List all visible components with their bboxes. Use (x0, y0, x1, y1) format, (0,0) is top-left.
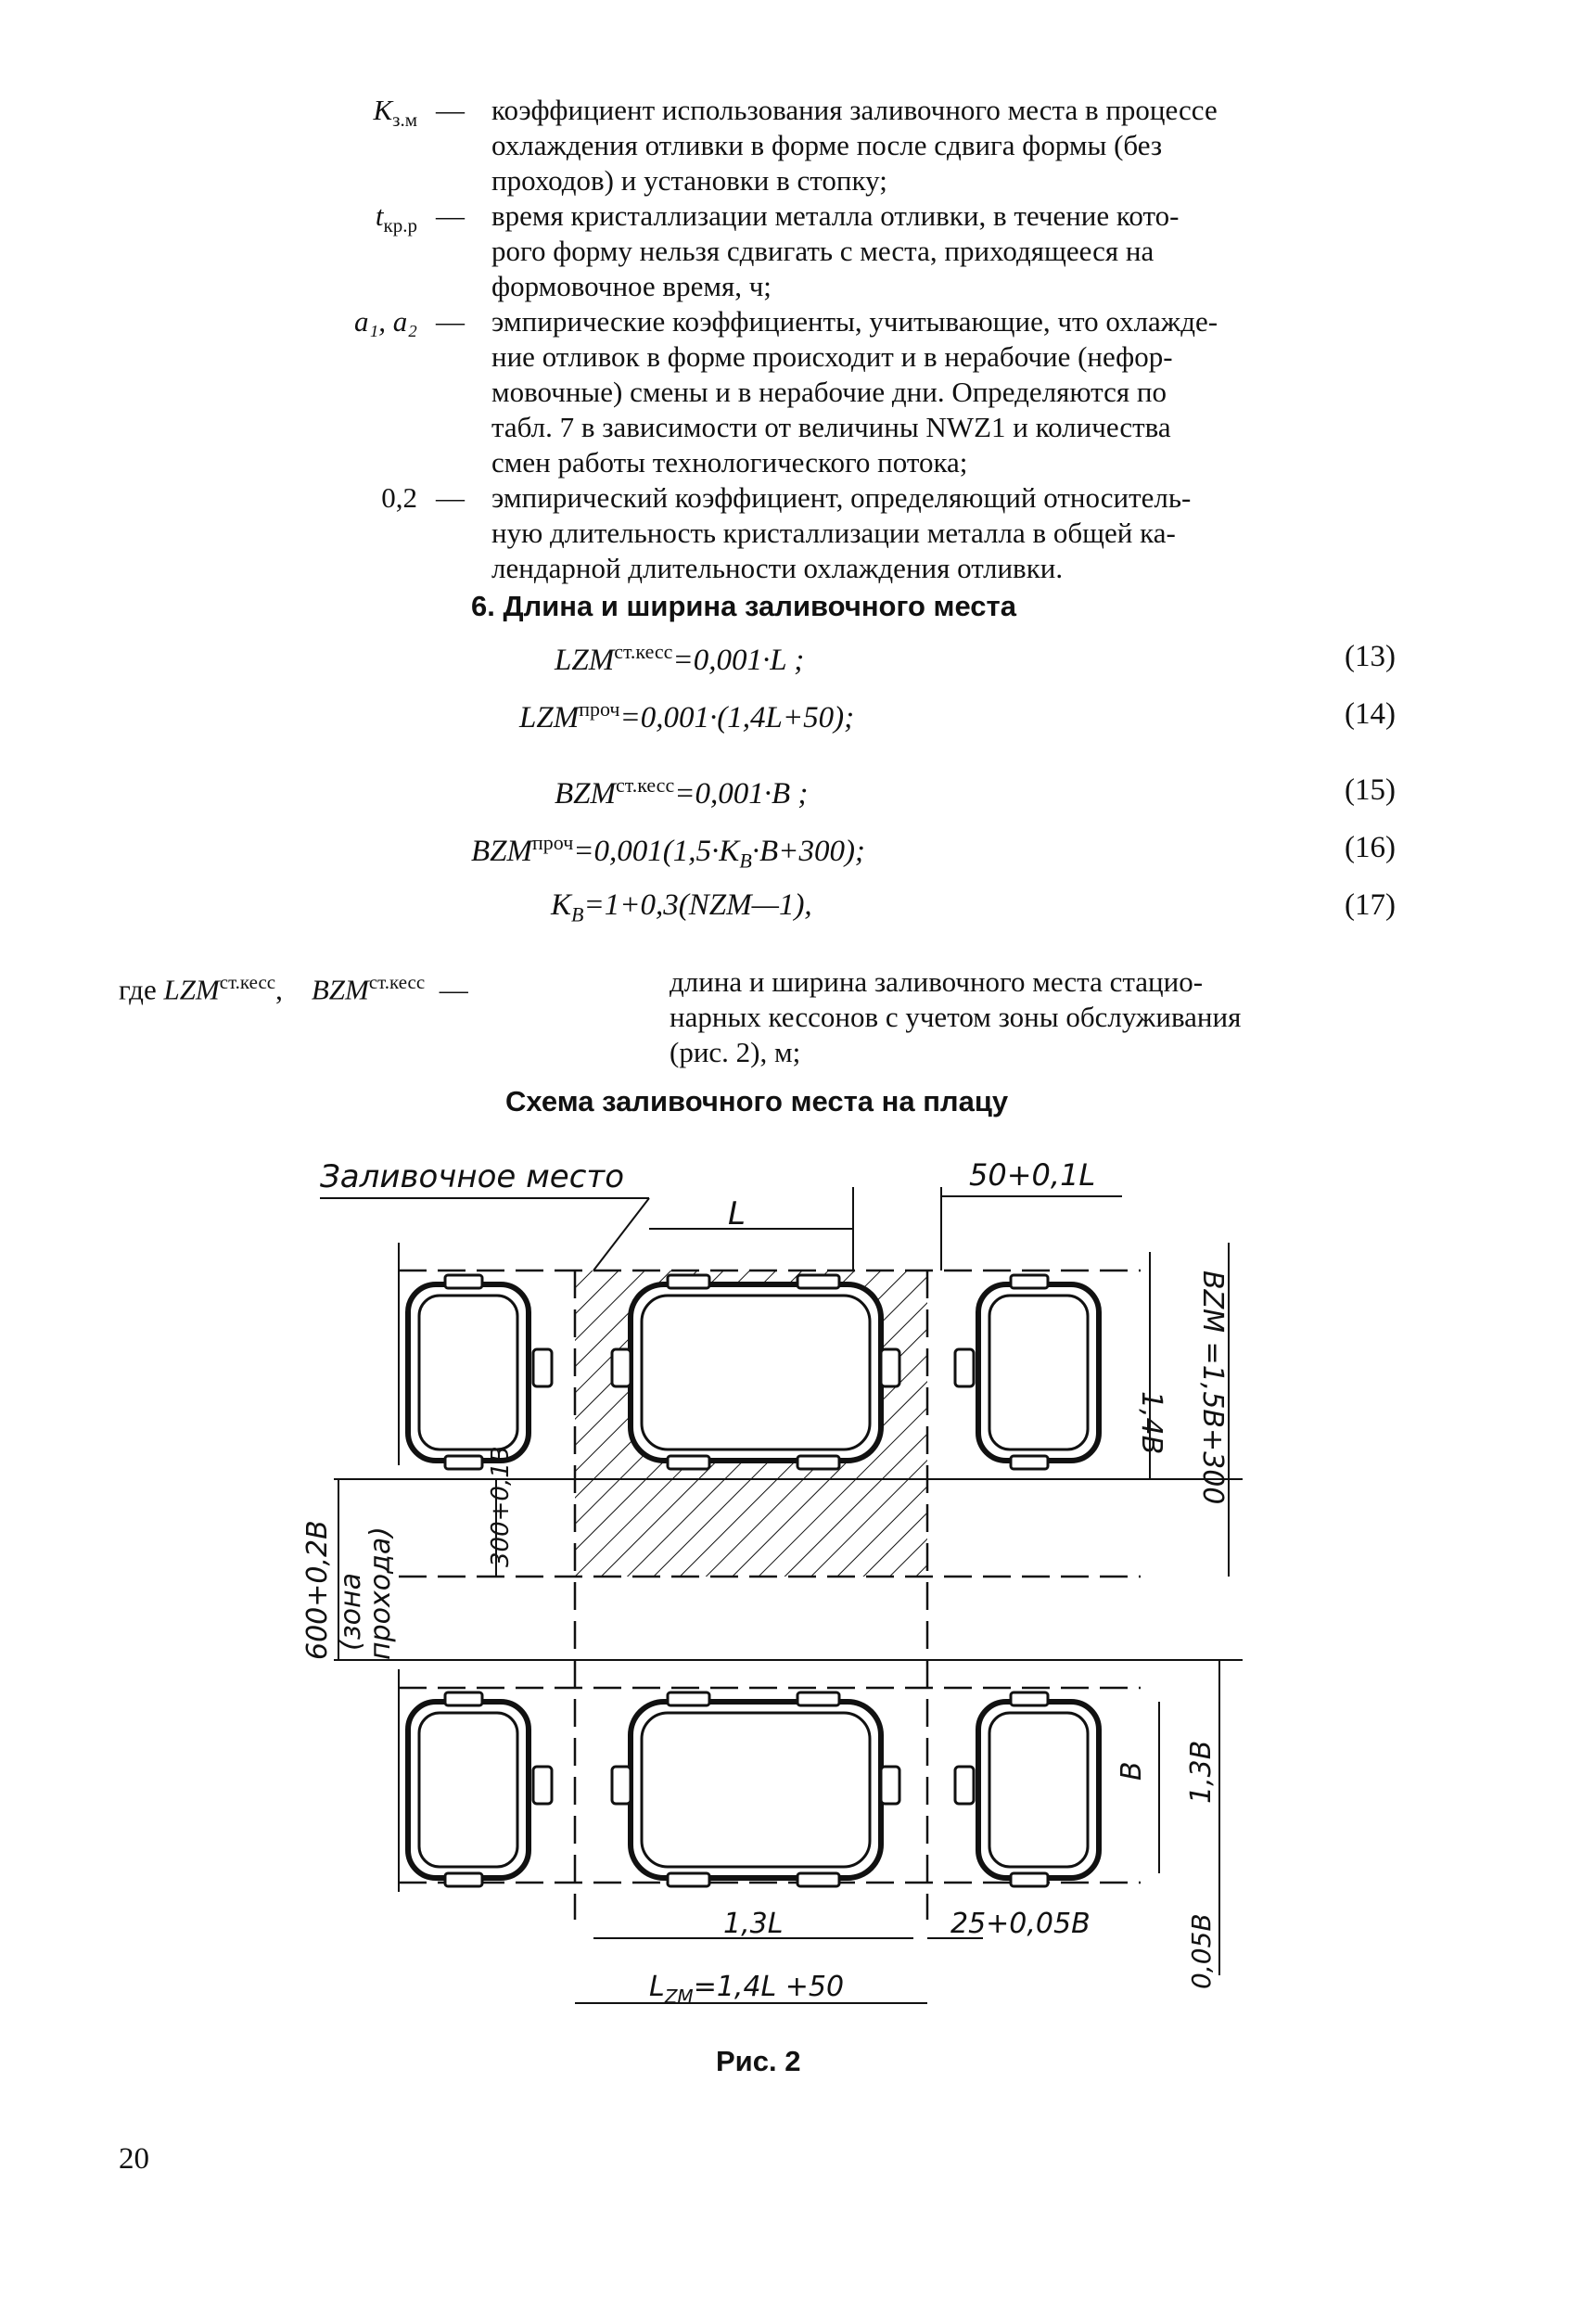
definition-text: время кристаллизации металла отливки, в течение кото- рого форму нельзя сдвигать с места, приходящееся на формовочное время, ч; (491, 199, 1180, 302)
dim-005B-label: 0,05B (1186, 1913, 1217, 1989)
equation-number: (16) (1345, 831, 1396, 864)
dim-B-label: B (1116, 1761, 1148, 1781)
where-text: длина и ширина заливочного места стацио- нарных кессонов с учетом зоны обслуживания (рис. 2), м; (670, 965, 1242, 1068)
dim-25-label: 25+0,05B (950, 1908, 1091, 1940)
equation-number: (13) (1345, 640, 1396, 673)
equation-16: $BZM^{проч}=0,001(1,5\cdot K_B\cdot B+300)$; (471, 831, 865, 873)
mold-frame (631, 1702, 881, 1878)
dim-300-label: 300+0,1B (487, 1446, 515, 1567)
dim-13B-label: 1,3B (1185, 1740, 1218, 1804)
definition-dash: — (436, 199, 465, 232)
figure-caption: Рис. 2 (716, 2045, 801, 2077)
definition-dash: — (436, 94, 465, 126)
section-heading: 6. Длина и ширина заливочного места (471, 590, 1016, 622)
mold-frame-center (631, 1284, 881, 1461)
dim-600-label: 600+0,2B (301, 1520, 334, 1660)
mold-frame (408, 1284, 529, 1461)
mold-frame (978, 1284, 1099, 1461)
equation-13: $LZM^{ст.кесс}=0,001\cdot L$ ; (555, 640, 805, 677)
page-number: 20 (119, 2142, 149, 2176)
symbol-02: 0,2 (381, 481, 417, 514)
definition-text: коэффициент использования заливочного места в процессе охлаждения отливки в форме после сдвига формы (без проходов) и установки в стопку; (491, 94, 1218, 197)
figure-title: Схема заливочного места на плацу (505, 1085, 1009, 1117)
zone-label-1: (зона (335, 1572, 367, 1651)
zone-label-2: прохода) (364, 1526, 397, 1660)
symbol-tkrr: $t_{кр.р}$ (375, 199, 417, 237)
equation-17: $K_B=1+0,3(NZM—1)$, (551, 888, 812, 926)
dim-14B-label: 1,4B (1135, 1391, 1167, 1455)
equation-number: (14) (1345, 697, 1396, 731)
dim-LZM-label: $L_{ZM}=1,4L +50$ (649, 1971, 845, 2008)
mold-frame (978, 1702, 1099, 1878)
equation-number: (15) (1345, 773, 1396, 807)
dim-top-right-label: 50+0,1L (969, 1157, 1096, 1193)
symbol-kzm: $K_{з.м}$ (373, 94, 417, 132)
pour-place-diagram (0, 1150, 1569, 2031)
dim-13L-label: 1,3L (723, 1908, 784, 1940)
dim-L-label: L (728, 1195, 746, 1232)
symbol-a1-a2: a₁, a₂ (353, 305, 417, 338)
mold-frame (408, 1702, 529, 1878)
dim-BZM-label: BZM =1,5B+300 (1196, 1271, 1229, 1505)
definition-dash: — (436, 481, 465, 514)
mold-frames (408, 1284, 1099, 1878)
definition-text: эмпирические коэффициенты, учитывающие, что охлажде- ние отливок в форме происходит и в нерабочие (нефор- мовочные) смены и в нерабочие дни. Определяются по табл. 7 в зависимости от величины NWZ1 и количества смен работы технологического потока; (491, 305, 1218, 479)
where-symbols: где $LZM^{ст.кесс}$, $BZM^{ст.кесс}$ — (119, 971, 468, 1006)
definition-dash: — (436, 305, 465, 338)
definition-text: эмпирический коэффициент, определяющий относитель- ную длительность кристаллизации металла в общей ка- лендарной длительности охлаждения отливки. (491, 481, 1192, 584)
equation-14: $LZM^{проч}=0,001\cdot(1,4L+50)$; (519, 697, 855, 734)
equation-15: $BZM^{ст.кесс}=0,001\cdot B$ ; (555, 773, 809, 811)
equation-number: (17) (1345, 888, 1396, 922)
pour-place-label: Заливочное место (320, 1158, 625, 1195)
